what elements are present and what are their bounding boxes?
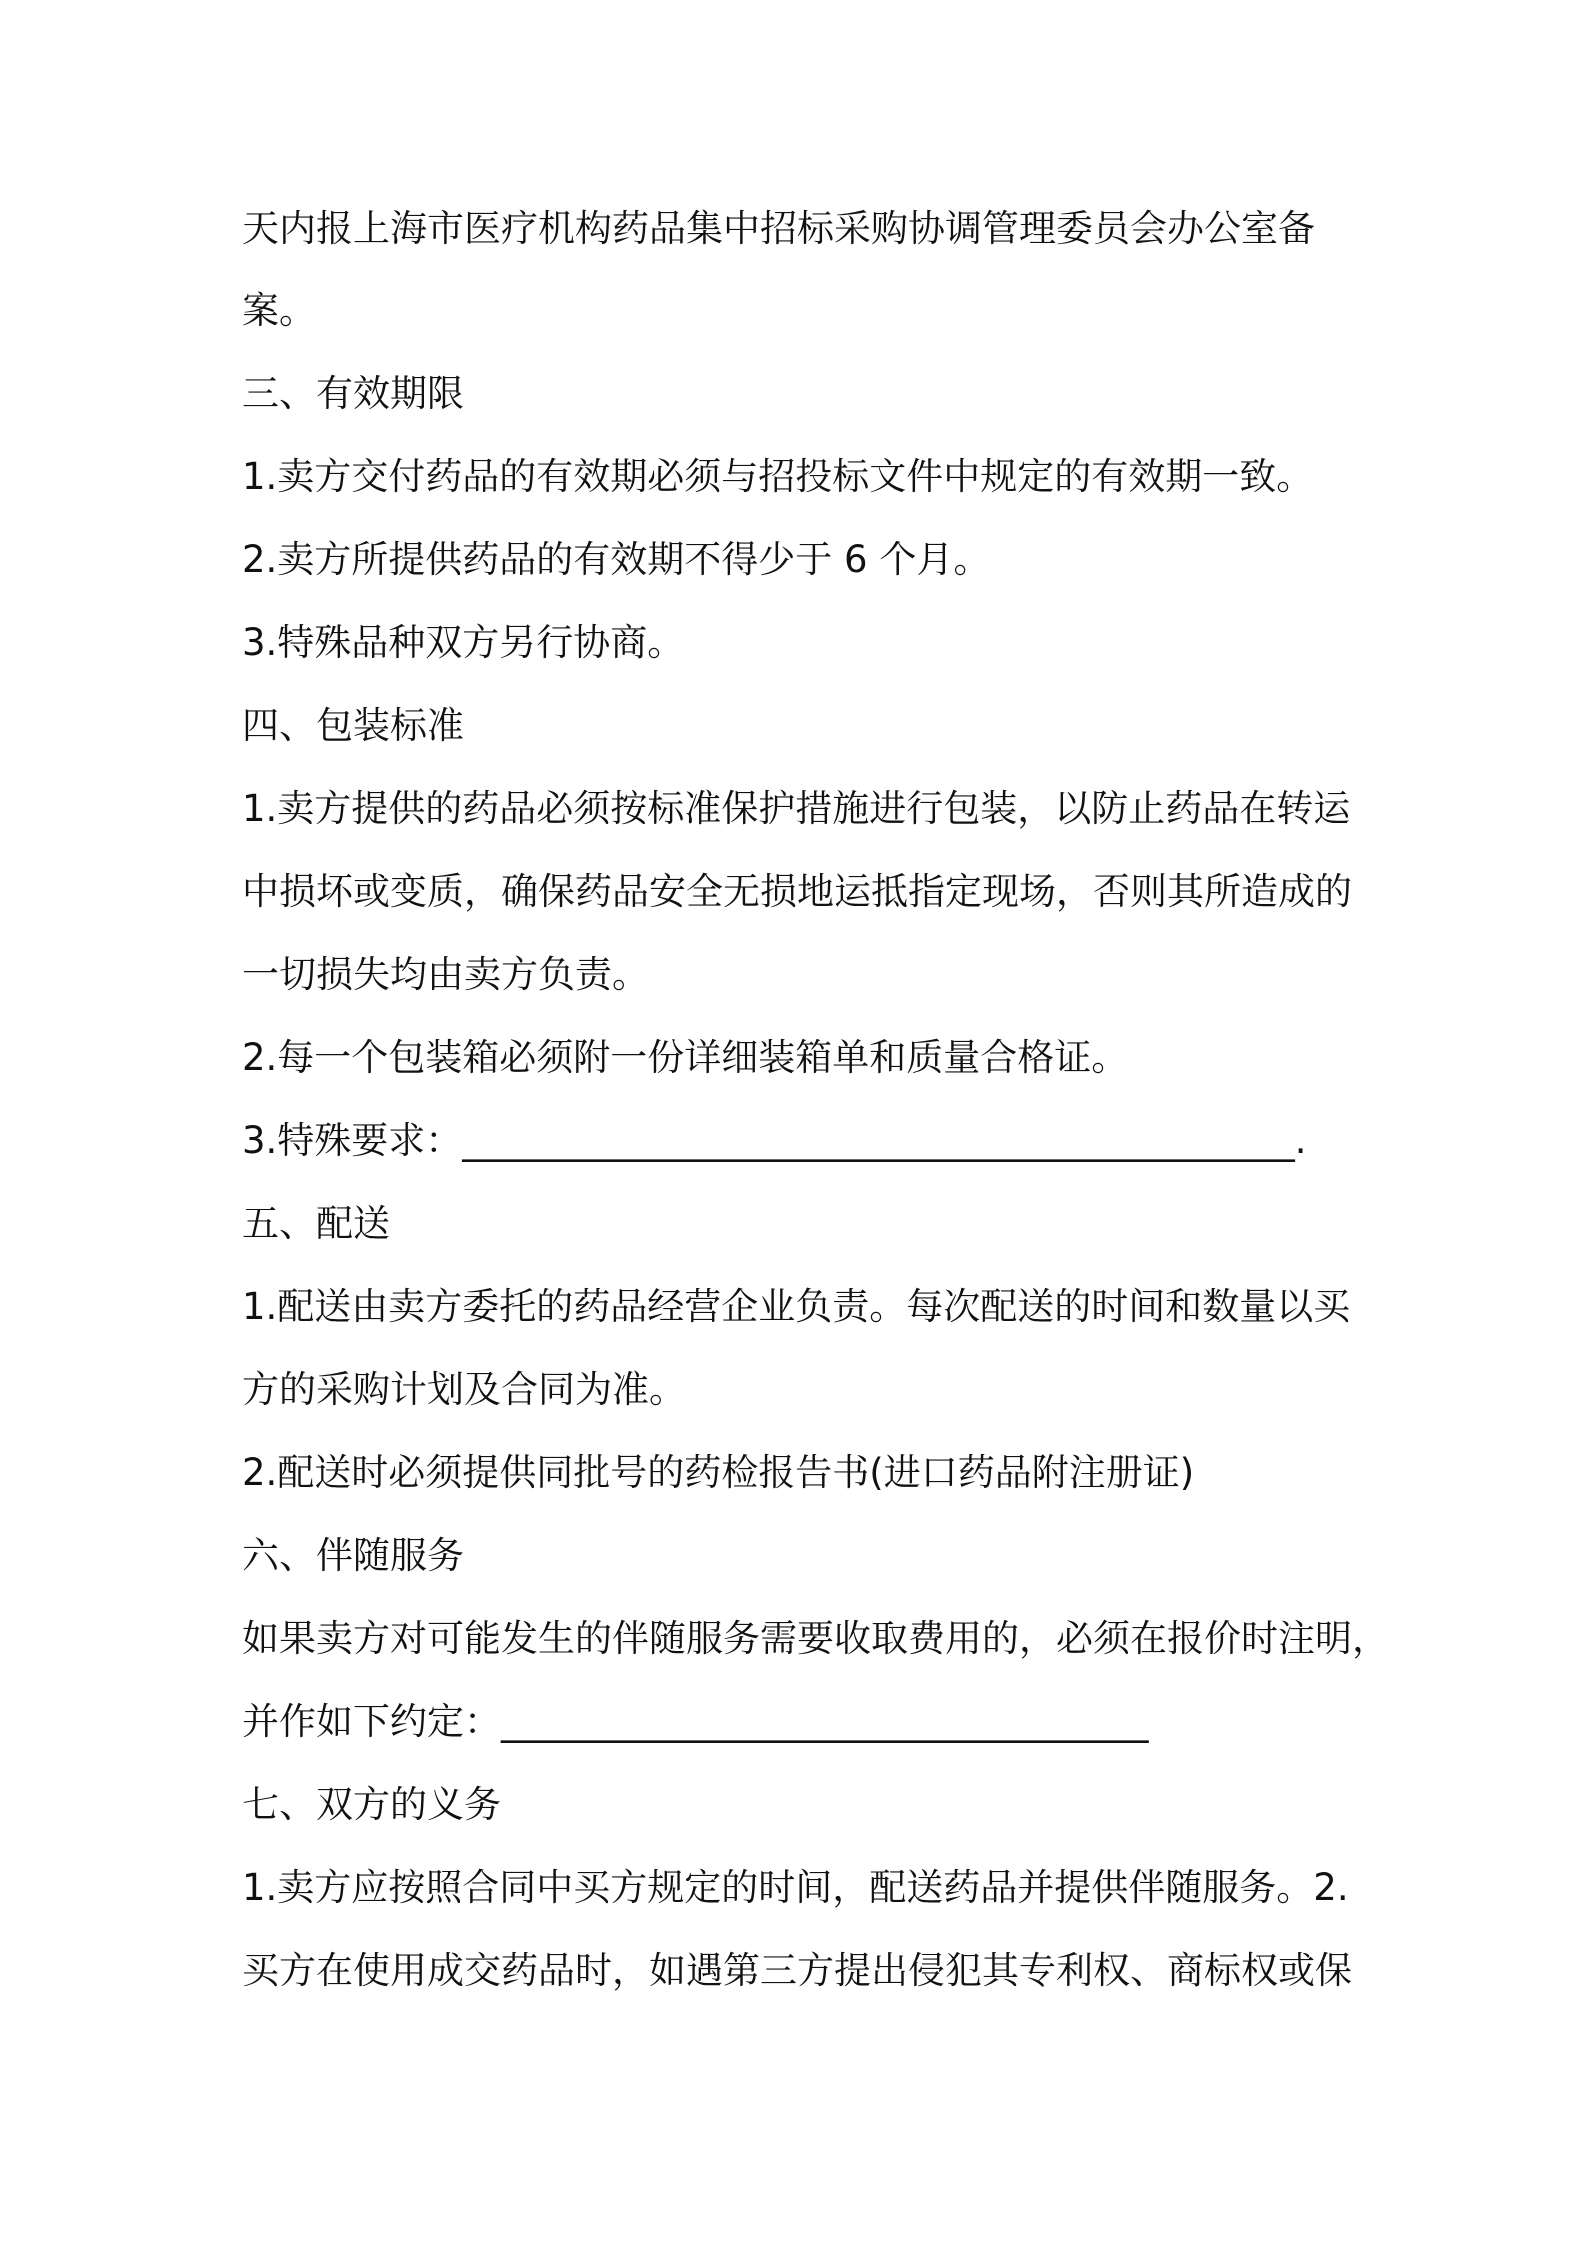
text-line: 天内报上海市医疗机构药品集中招标采购协调管理委员会办公室备 xyxy=(242,207,1315,250)
section-heading: 四、包装标准 xyxy=(242,704,464,747)
section-heading: 五、配送 xyxy=(242,1202,390,1245)
section-heading: 七、双方的义务 xyxy=(242,1783,501,1826)
text-line: 并作如下约定：___________________________________ xyxy=(242,1700,1149,1743)
section-heading: 六、伴随服务 xyxy=(242,1534,464,1577)
text-line: 2.配送时必须提供同批号的药检报告书(进口药品附注册证) xyxy=(242,1451,1195,1494)
section-heading: 三、有效期限 xyxy=(242,372,464,415)
text-line: 1.配送由卖方委托的药品经营企业负责。每次配送的时间和数量以买 xyxy=(242,1285,1351,1328)
text-line: 2.卖方所提供药品的有效期不得少于 6 个月。 xyxy=(242,538,991,581)
text-line: 1.卖方应按照合同中买方规定的时间，配送药品并提供伴随服务。2. xyxy=(242,1866,1349,1909)
text-line: 1.卖方交付药品的有效期必须与招投标文件中规定的有效期一致。 xyxy=(242,455,1314,498)
text-line: 买方在使用成交药品时，如遇第三方提出侵犯其专利权、商标权或保 xyxy=(242,1949,1352,1992)
text-line: 3.特殊要求：_____________________________________________. xyxy=(242,1119,1307,1162)
text-line: 案。 xyxy=(242,289,316,332)
text-line: 2.每一个包装箱必须附一份详细装箱单和质量合格证。 xyxy=(242,1036,1129,1079)
text-line: 3.特殊品种双方另行协商。 xyxy=(242,621,685,664)
text-line: 中损坏或变质，确保药品安全无损地运抵指定现场，否则其所造成的 xyxy=(242,870,1352,913)
text-line: 方的采购计划及合同为准。 xyxy=(242,1368,686,1411)
text-line: 1.卖方提供的药品必须按标准保护措施进行包装，以防止药品在转运 xyxy=(242,787,1351,830)
text-line: 如果卖方对可能发生的伴随服务需要收取费用的，必须在报价时注明， xyxy=(242,1617,1389,1660)
text-line: 一切损失均由卖方负责。 xyxy=(242,953,649,996)
